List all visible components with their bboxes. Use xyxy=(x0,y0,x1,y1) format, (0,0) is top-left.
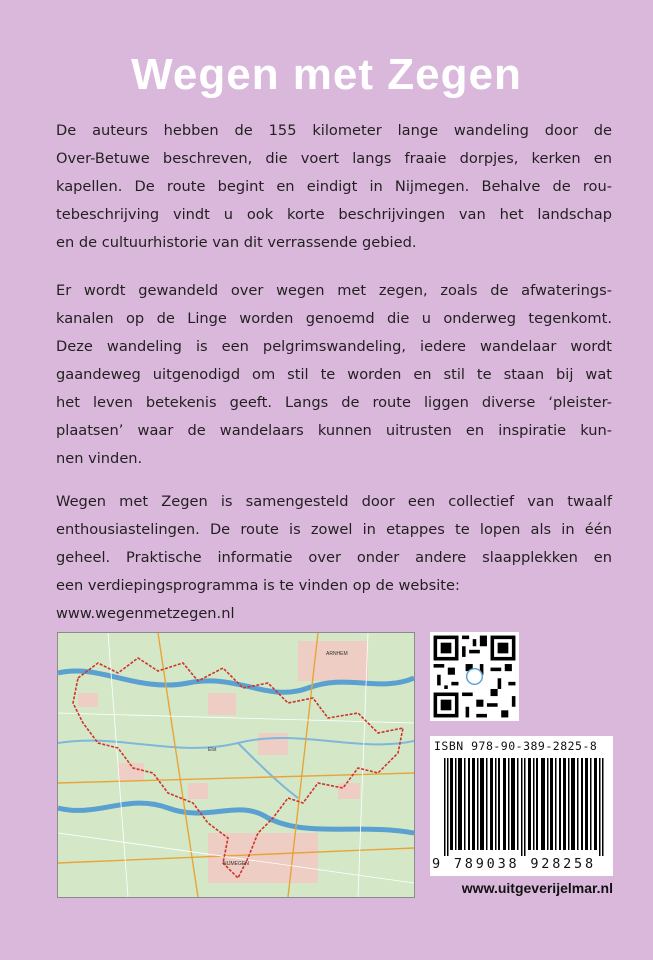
text-line: Wegen met Zegen is samengesteld door een collectief van twaalf xyxy=(56,493,612,510)
publisher-website: www.uitgeverijelmar.nl xyxy=(461,880,613,896)
route-map-graphic xyxy=(58,633,414,897)
text-line: Deze wandeling is een pelgrimswandeling, iedere wandelaar wordt xyxy=(56,338,612,355)
isbn-barcode-block xyxy=(430,736,613,876)
map-label-elst: Elst xyxy=(208,747,217,753)
description-paragraph-1 xyxy=(56,117,612,257)
text-line: gaandeweg uitgenodigd om stil te worden en stil te staan bij wat xyxy=(56,366,612,383)
text-line: geheel. Praktische informatie over onder andere slaapplekken en xyxy=(56,549,612,566)
text-line: enthousiastelingen. De route is zowel in etappes te lopen als in één xyxy=(56,521,612,538)
description-paragraph-2 xyxy=(56,277,612,473)
text-line: een verdiepingsprogramma is te vinden op de website: xyxy=(56,577,460,594)
text-line: en de cultuurhistorie van dit verrassende gebied. xyxy=(56,234,417,251)
text-line: tebeschrijving vindt u ook korte beschrijvingen van het landschap xyxy=(56,206,612,223)
text-line: De auteurs hebben de 155 kilometer lange wandeling door de xyxy=(56,122,612,139)
ean-number: 9 789038 928258 xyxy=(432,856,596,872)
text-line: Er wordt gewandeld over wegen met zegen, zoals de afwaterings- xyxy=(56,282,612,299)
qr-code-graphic xyxy=(430,632,519,721)
barcode-graphic xyxy=(444,758,604,856)
text-line: Over-Betuwe beschreven, die voert langs fraaie dorpjes, kerken en xyxy=(56,150,612,167)
book-title: Wegen met Zegen xyxy=(131,50,522,99)
map-label-nijmegen: NIJMEGEN xyxy=(223,861,249,867)
text-line: nen vinden. xyxy=(56,450,143,467)
text-line: kapellen. De route begint en eindigt in Nijmegen. Behalve de rou- xyxy=(56,178,612,195)
text-line: het leven betekenis geeft. Langs de route liggen diverse ‘pleister- xyxy=(56,394,612,411)
map-label-arnhem: ARNHEM xyxy=(326,651,348,657)
text-line: kanalen op de Linge worden genoemd die u onderweg tegenkomt. xyxy=(56,310,612,327)
text-line: plaatsen’ waar de wandelaars kunnen uitrusten en inspiratie kun- xyxy=(56,422,612,439)
website-url: www.wegenmetzegen.nl xyxy=(56,605,235,622)
route-map xyxy=(57,632,415,898)
description-paragraph-3 xyxy=(56,488,612,628)
isbn-number: ISBN 978-90-389-2825-8 xyxy=(434,739,598,753)
qr-code xyxy=(430,632,519,721)
